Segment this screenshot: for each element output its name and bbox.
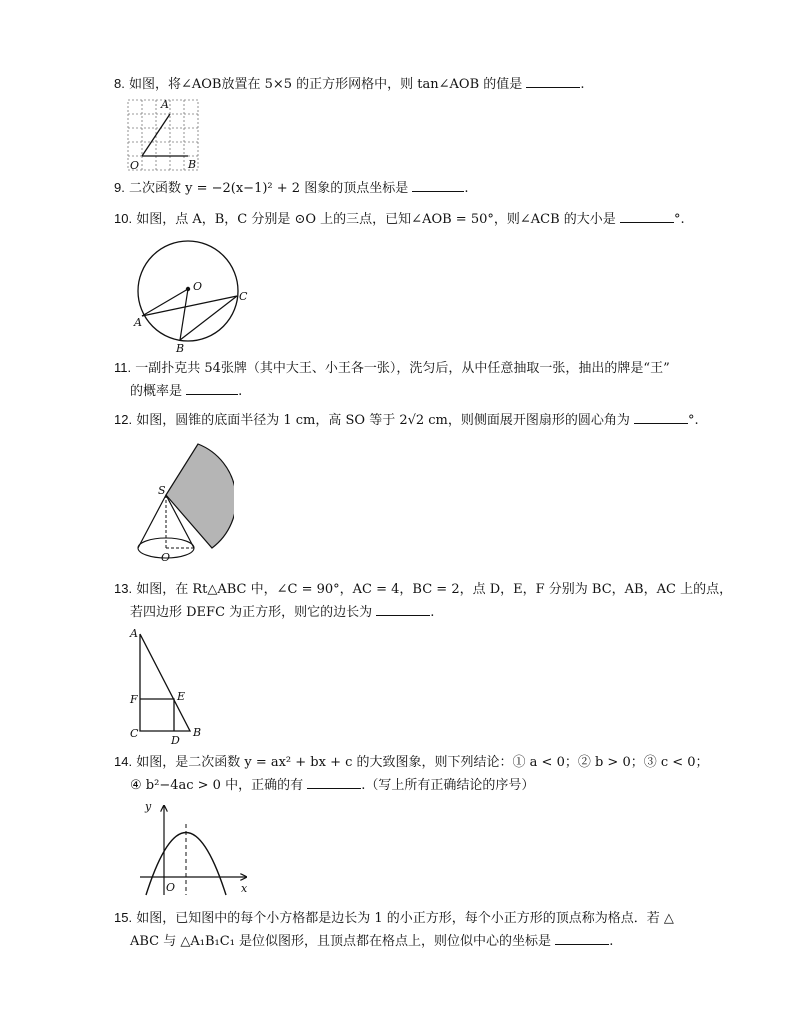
question-text: 如图，已知图中的每个小方格都是边长为 1 的小正方形，每个小正方形的顶点称为格点．若 △ [136, 911, 674, 926]
question-10 [114, 208, 714, 231]
question-number: 11. [114, 360, 132, 375]
question-text: 一副扑克共 54张牌（其中大王、小王各一张），洗匀后，从中任意抽取一张，抽出的牌是“王” [135, 361, 670, 376]
center-point [186, 287, 190, 291]
question-tail: °. [688, 413, 699, 428]
question-tail: . [430, 605, 435, 620]
question-13 [114, 578, 733, 601]
answer-blank[interactable] [376, 601, 430, 616]
label-a: A [130, 627, 138, 640]
question-number: 14. [114, 754, 133, 769]
label-o: O [193, 280, 203, 293]
question-13-line2 [130, 601, 730, 624]
label-a: A [161, 98, 169, 111]
question-tail: °. [673, 212, 685, 227]
label-b: B [193, 726, 202, 739]
square-defc [140, 699, 174, 731]
label-origin: O [166, 881, 176, 894]
answer-blank[interactable] [186, 380, 238, 395]
question-15 [114, 907, 714, 930]
question-number: 13. [114, 581, 133, 596]
figure-q12-cone [134, 440, 234, 564]
question-text: 如图，在 Rt△ABC 中，∠C = 90°，AC = 4，BC = 2，点 D，E，F 分别为 BC，AB，AC 上的点， [136, 582, 733, 597]
label-o: O [161, 551, 171, 564]
figure-q14-parabola [138, 800, 254, 898]
question-number: 10. [114, 211, 133, 226]
question-text: 如图，点 A，B，C 分别是 ⊙O 上的三点，已知∠AOB = 50°，则∠ACB 的大小是 [136, 212, 616, 227]
figure-q10-circle [132, 236, 252, 354]
label-c: C [130, 727, 139, 740]
question-tail: . [580, 77, 585, 92]
question-number: 15. [114, 910, 133, 925]
question-tail: .（写上所有正确结论的序号） [361, 778, 535, 793]
label-a: A [134, 316, 142, 329]
figure-q8-grid [124, 96, 206, 172]
question-15-line2 [130, 930, 730, 953]
label-e: E [177, 690, 186, 703]
answer-blank[interactable] [634, 409, 688, 424]
answer-blank[interactable] [620, 208, 674, 223]
question-text-line2: ABC 与 △A₁B₁C₁ 是位似图形，且顶点都在格点上，则位似中心的坐标是 [130, 934, 552, 949]
label-y: y [145, 800, 152, 813]
question-text-line2: 的概率是 [130, 384, 183, 399]
question-tail: . [464, 181, 469, 196]
figure-q13-triangle [128, 626, 208, 746]
question-tail: . [609, 934, 614, 949]
label-c: C [239, 290, 248, 303]
question-8 [114, 73, 714, 96]
question-12 [114, 409, 714, 432]
question-number: 12. [114, 412, 133, 427]
question-9 [114, 177, 714, 200]
label-f: F [130, 693, 138, 706]
answer-blank[interactable] [412, 177, 464, 192]
question-11 [114, 357, 714, 380]
question-tail: . [238, 384, 243, 399]
label-b: B [176, 342, 185, 354]
question-text-line2: ④ b²−4ac > 0 中，正确的有 [130, 778, 304, 793]
question-text-line2: 若四边形 DEFC 为正方形，则它的边长为 [130, 605, 373, 620]
lateral-sector [166, 444, 234, 548]
question-14-line2 [130, 774, 730, 797]
question-number: 9. [114, 180, 125, 195]
answer-blank[interactable] [555, 930, 609, 945]
answer-blank[interactable] [307, 774, 361, 789]
label-s: S [158, 484, 166, 497]
question-number: 8. [114, 76, 125, 91]
question-11-line2 [130, 380, 730, 403]
question-text: 如图，是二次函数 y = ax² + bx + c 的大致图象，则下列结论：① a < 0；② b > 0；③ c < 0； [136, 755, 709, 770]
question-text: 二次函数 y = −2(x−1)² + 2 图象的顶点坐标是 [128, 181, 409, 196]
question-text: 如图，圆锥的底面半径为 1 cm，高 SO 等于 2√2 cm，则侧面展开图扇形的圆心角为 [136, 413, 630, 428]
question-text: 如图，将∠AOB放置在 5×5 的正方形网格中，则 tan∠AOB 的值是 [128, 77, 523, 92]
answer-blank[interactable] [526, 73, 580, 88]
label-d: D [171, 734, 180, 746]
label-x: x [241, 882, 248, 895]
label-b: B [188, 158, 197, 171]
triangle-abc [140, 634, 190, 731]
label-o: O [130, 159, 140, 172]
question-14 [114, 751, 714, 774]
